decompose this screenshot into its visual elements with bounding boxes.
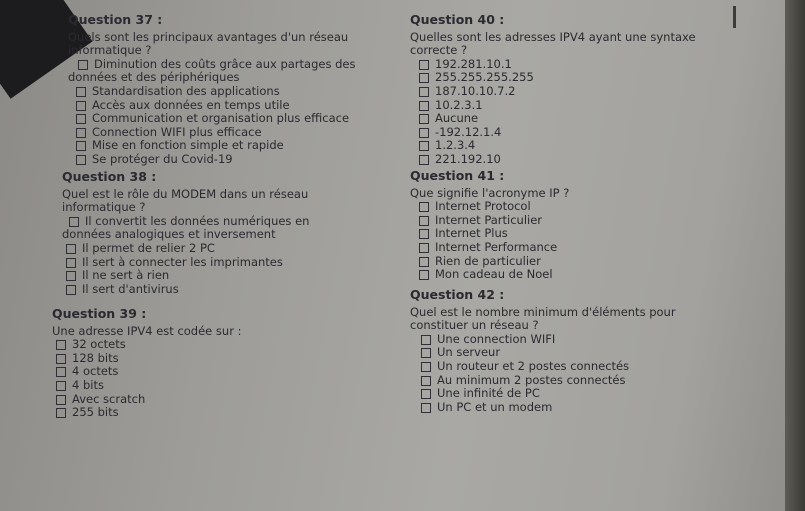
question-42 [410, 288, 740, 414]
question-41-title: Question 41 : [410, 168, 505, 183]
option-label: Mise en fonction simple et rapide [92, 138, 284, 153]
checkbox-icon[interactable] [419, 87, 429, 97]
checkbox-icon[interactable] [56, 408, 66, 418]
question-41-option-2[interactable] [419, 214, 730, 228]
option-label: Aucune [435, 111, 479, 126]
checkbox-icon[interactable] [419, 114, 429, 124]
option-label: 221.192.10 [435, 151, 501, 166]
checkbox-icon[interactable] [66, 258, 76, 268]
checkbox-icon[interactable] [421, 362, 431, 372]
question-41-option-5[interactable] [419, 255, 730, 269]
question-39-text: Une adresse IPV4 est codée sur : [52, 323, 242, 338]
question-39-option-5[interactable] [56, 393, 352, 407]
checkbox-icon[interactable] [419, 202, 429, 212]
checkbox-icon[interactable] [421, 376, 431, 386]
question-40-option-8[interactable] [419, 153, 730, 167]
option-label: 1.2.3.4 [435, 138, 476, 153]
option-label: Il permet de relier 2 PC [82, 240, 215, 255]
checkbox-icon[interactable] [419, 155, 429, 165]
question-40 [410, 13, 730, 167]
question-38-option-2[interactable] [66, 242, 382, 256]
question-38 [62, 170, 382, 296]
option-label: Internet Particulier [435, 212, 543, 227]
checkbox-icon[interactable] [76, 87, 86, 97]
question-40-title: Question 40 : [410, 12, 505, 27]
checkbox-icon[interactable] [76, 114, 86, 124]
question-39-option-1[interactable] [56, 338, 352, 352]
question-41-option-1[interactable] [419, 200, 730, 214]
question-42-option-2[interactable] [421, 346, 740, 360]
checkbox-icon[interactable] [66, 271, 76, 281]
question-37-option-7[interactable] [76, 153, 388, 167]
option-label: 192.281.10.1 [435, 56, 512, 71]
checkbox-icon[interactable] [421, 335, 431, 345]
option-label: 4 octets [72, 364, 119, 379]
option-label: 255 bits [72, 405, 119, 420]
option-label: Une connection WIFI [437, 331, 556, 346]
question-39-option-6[interactable] [56, 406, 352, 420]
question-38-text-line-2: informatique ? [62, 200, 146, 215]
checkbox-icon[interactable] [56, 395, 66, 405]
checkbox-icon[interactable] [56, 340, 66, 350]
question-42-option-5[interactable] [421, 387, 740, 401]
question-37-text-line-2: informatique ? [68, 43, 152, 58]
option-label: 128 bits [72, 350, 119, 365]
option-label: Diminution des coûts grâce aux partages des [94, 56, 356, 71]
option-label: 255.255.255.255 [435, 70, 534, 85]
question-37-option-6[interactable] [76, 139, 388, 153]
question-39-title: Question 39 : [52, 306, 147, 321]
option-label: -192.12.1.4 [435, 124, 502, 139]
option-label: Il sert d'antivirus [82, 281, 179, 296]
question-42-title: Question 42 : [410, 287, 505, 302]
option-label: Se protéger du Covid-19 [92, 151, 233, 166]
checkbox-icon[interactable] [419, 141, 429, 151]
option-label: Un serveur [437, 345, 501, 360]
question-41-option-6[interactable] [419, 268, 730, 282]
question-38-option-5[interactable] [66, 283, 382, 297]
question-38-option-3[interactable] [66, 256, 382, 270]
question-40-option-3[interactable] [419, 85, 730, 99]
question-40-option-7[interactable] [419, 139, 730, 153]
checkbox-icon[interactable] [419, 229, 429, 239]
checkbox-icon[interactable] [419, 128, 429, 138]
question-41-option-4[interactable] [419, 241, 730, 255]
checkbox-icon[interactable] [419, 216, 429, 226]
checkbox-icon[interactable] [56, 367, 66, 377]
question-37-text-line-1: Quels sont les principaux avantages d'un réseau [68, 29, 349, 44]
question-42-text-line-2: constituer un réseau ? [410, 318, 539, 333]
option-label: 4 bits [72, 377, 104, 392]
question-37 [68, 13, 388, 167]
question-40-option-1[interactable] [419, 58, 730, 72]
checkbox-icon[interactable] [419, 73, 429, 83]
option-label: Un routeur et 2 postes connectés [437, 358, 630, 373]
question-38-text-line-1: Quel est le rôle du MODEM dans un réseau [62, 186, 309, 201]
question-40-option-2[interactable] [419, 71, 730, 85]
question-42-option-3[interactable] [421, 360, 740, 374]
question-40-option-6[interactable] [419, 126, 730, 140]
option-label: 10.2.3.1 [435, 97, 483, 112]
question-41 [410, 169, 730, 282]
checkbox-icon[interactable] [56, 381, 66, 391]
question-39-option-2[interactable] [56, 352, 352, 366]
option-label: Internet Plus [435, 226, 508, 241]
checkbox-icon[interactable] [66, 244, 76, 254]
option-label: Mon cadeau de Noel [435, 267, 553, 282]
checkbox-icon[interactable] [421, 348, 431, 358]
checkbox-icon[interactable] [76, 155, 86, 165]
checkbox-icon[interactable] [421, 389, 431, 399]
checkbox-icon[interactable] [56, 354, 66, 364]
option-label: Avec scratch [72, 391, 146, 406]
question-37-option-4[interactable] [76, 112, 388, 126]
option-label: Communication et organisation plus efficace [92, 111, 350, 126]
fold-mark [733, 6, 736, 28]
option-label: Standardisation des applications [92, 83, 280, 98]
question-40-option-5[interactable] [419, 112, 730, 126]
question-40-text-line-2: correcte ? [410, 43, 468, 58]
checkbox-icon[interactable] [69, 217, 79, 227]
option-label: Rien de particulier [435, 253, 541, 268]
question-41-option-3[interactable] [419, 227, 730, 241]
checkbox-icon[interactable] [419, 243, 429, 253]
question-38-option-4[interactable] [66, 269, 382, 283]
option-label: Au minimum 2 postes connectés [437, 372, 626, 387]
question-42-option-6[interactable] [421, 401, 740, 415]
option-label: 187.10.10.7.2 [435, 83, 516, 98]
checkbox-icon[interactable] [419, 101, 429, 111]
option-label: Un PC et un modem [437, 399, 553, 414]
question-39-option-4[interactable] [56, 379, 352, 393]
question-38-option-1-continuation: données analogiques et inversement [62, 227, 276, 242]
question-37-option-1[interactable] [78, 58, 388, 72]
checkbox-icon[interactable] [78, 60, 88, 70]
option-label: 32 octets [72, 337, 126, 352]
question-37-option-2[interactable] [76, 85, 388, 99]
background-edge [785, 0, 805, 511]
option-label: Il convertit les données numériques en [85, 213, 310, 228]
question-37-option-3[interactable] [76, 99, 388, 113]
checkbox-icon[interactable] [76, 128, 86, 138]
question-37-option-1-continuation: données et des périphériques [68, 70, 240, 85]
question-41-text: Que signifie l'acronyme IP ? [410, 185, 570, 200]
option-label: Il sert à connecter les imprimantes [82, 254, 283, 269]
question-37-title: Question 37 : [68, 12, 163, 27]
question-42-text-line-1: Quel est le nombre minimum d'éléments pour [410, 304, 676, 319]
question-40-option-4[interactable] [419, 99, 730, 113]
question-42-option-1[interactable] [421, 333, 740, 347]
option-label: Internet Performance [435, 239, 558, 254]
question-39-option-3[interactable] [56, 365, 352, 379]
checkbox-icon[interactable] [419, 270, 429, 280]
checkbox-icon[interactable] [421, 403, 431, 413]
option-label: Internet Protocol [435, 199, 531, 214]
option-label: Accès aux données en temps utile [92, 97, 290, 112]
checkbox-icon[interactable] [66, 285, 76, 295]
checkbox-icon[interactable] [419, 60, 429, 70]
option-label: Il ne sert à rien [82, 268, 170, 283]
checkbox-icon[interactable] [76, 141, 86, 151]
question-38-title: Question 38 : [62, 169, 157, 184]
question-37-option-5[interactable] [76, 126, 388, 140]
option-label: Une infinité de PC [437, 386, 540, 401]
checkbox-icon[interactable] [76, 101, 86, 111]
checkbox-icon[interactable] [419, 257, 429, 267]
question-42-option-4[interactable] [421, 374, 740, 388]
question-38-option-1[interactable] [69, 215, 382, 229]
question-40-text-line-1: Quelles sont les adresses IPV4 ayant une syntaxe [410, 29, 696, 44]
question-39 [52, 307, 352, 420]
option-label: Connection WIFI plus efficace [92, 124, 262, 139]
